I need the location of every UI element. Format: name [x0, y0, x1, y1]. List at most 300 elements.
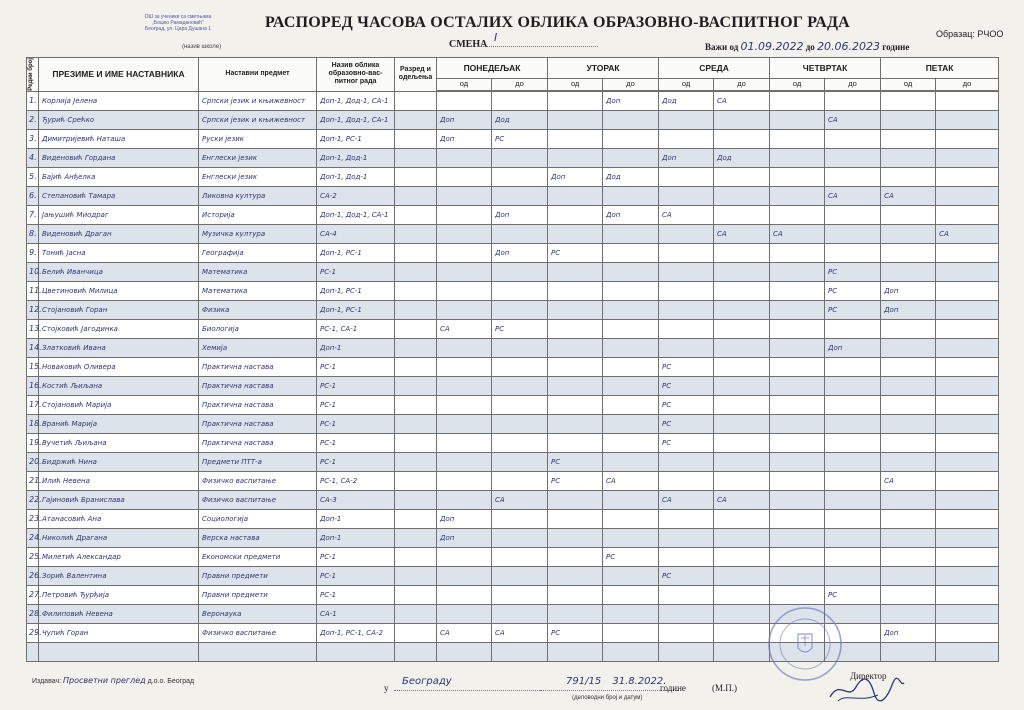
schedule-cell [548, 376, 603, 395]
schedule-cell [936, 110, 999, 129]
col-day-wednesday: СРЕДА [659, 58, 770, 79]
schedule-cell [881, 319, 936, 338]
schedule-cell [603, 452, 659, 471]
schedule-cell [548, 357, 603, 376]
schedule-cell [881, 490, 936, 509]
activity-form: РС-1 [317, 376, 395, 395]
table-row [27, 224, 999, 243]
schedule-cell [881, 433, 936, 452]
schedule-cell [437, 300, 492, 319]
schedule-cell [770, 205, 825, 224]
schedule-cell: СА [603, 471, 659, 490]
grade-cell [395, 243, 437, 262]
schedule-cell [603, 224, 659, 243]
table-row [27, 509, 999, 528]
subject [199, 642, 317, 661]
schedule-cell [437, 452, 492, 471]
schedule-cell [770, 471, 825, 490]
schedule-cell: СА [881, 471, 936, 490]
schedule-cell [437, 148, 492, 167]
schedule-cell [936, 148, 999, 167]
schedule-cell: Дод [603, 167, 659, 186]
row-number: 11. [27, 281, 39, 300]
schedule-cell [437, 281, 492, 300]
schedule-cell [548, 642, 603, 661]
col-to: до [825, 78, 881, 90]
schedule-cell [825, 129, 881, 148]
school-label: (назив школе) [182, 44, 222, 50]
row-number: 8. [27, 224, 39, 243]
schedule-cell [881, 167, 936, 186]
subject: Практична настава [199, 376, 317, 395]
row-number: 3. [27, 129, 39, 148]
schedule-cell [825, 509, 881, 528]
teacher-name: Корлија Јелена [39, 91, 199, 110]
teacher-name: Филиповић Невена [39, 604, 199, 623]
schedule-cell [603, 395, 659, 414]
schedule-cell [825, 528, 881, 547]
schedule-cell [659, 129, 714, 148]
page-title: РАСПОРЕД ЧАСОВА ОСТАЛИХ ОБЛИКА ОБРАЗОВНО-ВАСПИТНОГ РАДА [265, 14, 850, 31]
col-name: ПРЕЗИМЕ И ИМЕ НАСТАВНИКА [39, 58, 199, 92]
teacher-name: Виденовић Гордана [39, 148, 199, 167]
table-row [27, 148, 999, 167]
table-row [27, 129, 999, 148]
schedule-cell: РС [825, 585, 881, 604]
subject: Хемија [199, 338, 317, 357]
schedule-cell [603, 490, 659, 509]
schedule-cell [714, 110, 770, 129]
schedule-cell [881, 262, 936, 281]
teacher-name: Милетић Александар [39, 547, 199, 566]
schedule-cell [770, 452, 825, 471]
schedule-cell [825, 395, 881, 414]
table-row [27, 319, 999, 338]
schedule-cell [548, 528, 603, 547]
schedule-cell [770, 262, 825, 281]
schedule-cell [881, 604, 936, 623]
teacher-name: Атанасовић Ана [39, 509, 199, 528]
schedule-cell [714, 623, 770, 642]
schedule-cell [437, 224, 492, 243]
schedule-cell [437, 91, 492, 110]
schedule-cell [825, 566, 881, 585]
teacher-name: Ђурић Срећко [39, 110, 199, 129]
schedule-cell: РС [659, 566, 714, 585]
grade-cell [395, 376, 437, 395]
table-row [27, 300, 999, 319]
schedule-cell [936, 471, 999, 490]
schedule-cell: Доп [437, 528, 492, 547]
schedule-cell [437, 376, 492, 395]
schedule-cell: Доп [881, 623, 936, 642]
grade-cell [395, 395, 437, 414]
schedule-cell: РС [492, 129, 548, 148]
schedule-cell [603, 414, 659, 433]
publisher-label: Издавач: [32, 678, 62, 685]
schedule-cell [603, 281, 659, 300]
activity-form: РС-1 [317, 547, 395, 566]
schedule-cell: РС [548, 471, 603, 490]
schedule-cell [936, 91, 999, 110]
schedule-cell: СА [825, 186, 881, 205]
subject: Географија [199, 243, 317, 262]
schedule-cell [881, 414, 936, 433]
schedule-cell [437, 243, 492, 262]
schedule-cell [936, 490, 999, 509]
schedule-cell [659, 319, 714, 338]
activity-form: Доп-1, РС-1 [317, 300, 395, 319]
schedule-cell: РС [825, 300, 881, 319]
schedule-cell [437, 642, 492, 661]
schedule-cell: РС [492, 319, 548, 338]
table-row [27, 433, 999, 452]
col-subject: Наставни предмет [199, 58, 317, 92]
schedule-cell [492, 452, 548, 471]
grade-cell [395, 604, 437, 623]
schedule-cell [603, 300, 659, 319]
row-number: 20. [27, 452, 39, 471]
subject: Енглески језик [199, 167, 317, 186]
teacher-name: Бајић Анђелка [39, 167, 199, 186]
schedule-cell [770, 129, 825, 148]
schedule-cell [659, 452, 714, 471]
schedule-cell [437, 395, 492, 414]
form-code: Образац: РЧОО [936, 29, 1004, 39]
schedule-cell [492, 433, 548, 452]
schedule-cell [659, 110, 714, 129]
col-to: до [936, 78, 999, 90]
schedule-cell [825, 167, 881, 186]
grade-cell [395, 300, 437, 319]
schedule-cell [936, 281, 999, 300]
schedule-cell [659, 623, 714, 642]
grade-cell [395, 129, 437, 148]
schedule-cell [770, 509, 825, 528]
subject: Енглески језик [199, 148, 317, 167]
table-row [27, 91, 999, 110]
schedule-cell [492, 642, 548, 661]
schedule-cell [659, 224, 714, 243]
schedule-cell [548, 224, 603, 243]
schedule-cell [437, 471, 492, 490]
schedule-cell [437, 186, 492, 205]
schedule-cell: РС [659, 376, 714, 395]
grade-cell [395, 433, 437, 452]
activity-form: Доп-1, Дод-1 [317, 148, 395, 167]
schedule-cell [825, 471, 881, 490]
row-number: 15. [27, 357, 39, 376]
activity-form: РС-1 [317, 585, 395, 604]
schedule-cell [437, 167, 492, 186]
schedule-cell [659, 281, 714, 300]
activity-form: Доп-1, Дод-1 [317, 167, 395, 186]
teacher-name: Костић Љиљана [39, 376, 199, 395]
row-number: 26. [27, 566, 39, 585]
row-number: 29. [27, 623, 39, 642]
schedule-cell: СА [936, 224, 999, 243]
schedule-cell [825, 243, 881, 262]
schedule-cell [825, 224, 881, 243]
schedule-cell [548, 509, 603, 528]
schedule-cell [603, 604, 659, 623]
activity-form: СА-4 [317, 224, 395, 243]
schedule-cell: РС [825, 281, 881, 300]
schedule-cell [936, 186, 999, 205]
schedule-cell [714, 414, 770, 433]
schedule-cell [548, 186, 603, 205]
schedule-cell [659, 300, 714, 319]
schedule-cell [936, 604, 999, 623]
schedule-cell [437, 414, 492, 433]
schedule-cell: Дод [659, 91, 714, 110]
schedule-cell [548, 433, 603, 452]
schedule-cell [492, 281, 548, 300]
subject: Српски језик и књижевност [199, 110, 317, 129]
publisher [32, 676, 194, 685]
table-row [27, 110, 999, 129]
col-from: од [770, 78, 825, 90]
ref-note: (деловодни број и датум) [572, 695, 643, 701]
table-row [27, 471, 999, 490]
subject: Српски језик и књижевност [199, 91, 317, 110]
schedule-cell [936, 205, 999, 224]
table-row [27, 167, 999, 186]
schedule-cell: РС [659, 395, 714, 414]
row-number: 1. [27, 91, 39, 110]
row-number: 22. [27, 490, 39, 509]
schedule-cell [603, 509, 659, 528]
subject: Практична настава [199, 414, 317, 433]
activity-form: СА-3 [317, 490, 395, 509]
schedule-cell: Доп [548, 167, 603, 186]
schedule-cell [881, 338, 936, 357]
schedule-cell [548, 604, 603, 623]
table-row [27, 585, 999, 604]
activity-form: РС-1 [317, 414, 395, 433]
grade-cell [395, 205, 437, 224]
teacher-name: Јањушић Миодраг [39, 205, 199, 224]
schedule-cell [825, 433, 881, 452]
grade-cell [395, 319, 437, 338]
schedule-cell [659, 186, 714, 205]
schedule-cell: СА [437, 319, 492, 338]
schedule-cell [936, 642, 999, 661]
shift-value: I [478, 31, 598, 47]
schedule-cell [936, 623, 999, 642]
activity-form: Доп-1, РС-1 [317, 129, 395, 148]
schedule-cell [492, 357, 548, 376]
schedule-cell [936, 167, 999, 186]
activity-form: СА-2 [317, 186, 395, 205]
schedule-cell [548, 205, 603, 224]
schedule-cell [714, 547, 770, 566]
schedule-cell [936, 433, 999, 452]
schedule-cell [936, 129, 999, 148]
schedule-cell: Доп [825, 338, 881, 357]
activity-form: РС-1 [317, 566, 395, 585]
grade-cell [395, 110, 437, 129]
schedule-cell [603, 243, 659, 262]
schedule-cell [714, 129, 770, 148]
grade-cell [395, 414, 437, 433]
schedule-cell [659, 167, 714, 186]
ref-number: 791/15 [566, 676, 602, 687]
schedule-cell [714, 262, 770, 281]
schedule-cell [603, 357, 659, 376]
schedule-cell [603, 566, 659, 585]
table-row [27, 262, 999, 281]
schedule-cell [936, 414, 999, 433]
schedule-cell [714, 471, 770, 490]
schedule-cell [603, 585, 659, 604]
schedule-cell [437, 262, 492, 281]
teacher-name: Илић Невена [39, 471, 199, 490]
teacher-name: Цветиновић Милица [39, 281, 199, 300]
row-number: 12. [27, 300, 39, 319]
schedule-cell [825, 452, 881, 471]
school-stamp-line: Београд, ул. Цара Душана 1 [144, 26, 212, 32]
activity-form: РС-1 [317, 357, 395, 376]
publisher-suffix: д.о.о. Београд [147, 678, 195, 685]
subject: Практична настава [199, 433, 317, 452]
schedule-cell [714, 528, 770, 547]
schedule-cell [714, 585, 770, 604]
schedule-cell [492, 528, 548, 547]
grade-cell [395, 186, 437, 205]
schedule-cell [936, 452, 999, 471]
schedule-cell: Дод [492, 110, 548, 129]
schedule-cell [936, 566, 999, 585]
activity-form: РС-1, СА-1 [317, 319, 395, 338]
row-number [27, 642, 39, 661]
schedule-cell: СА [770, 224, 825, 243]
teacher-name: Виденовић Драган [39, 224, 199, 243]
schedule-cell [770, 585, 825, 604]
schedule-cell [714, 300, 770, 319]
subject: Физичко васпитање [199, 623, 317, 642]
director-label: Директор [850, 671, 887, 681]
schedule-cell [548, 338, 603, 357]
subject: Физичко васпитање [199, 490, 317, 509]
table-row [27, 205, 999, 224]
col-from: од [437, 78, 492, 90]
row-number: 27. [27, 585, 39, 604]
subject: Социологија [199, 509, 317, 528]
grade-cell [395, 91, 437, 110]
row-number: 16. [27, 376, 39, 395]
subject: Правни предмети [199, 585, 317, 604]
teacher-name: Стојановић Горан [39, 300, 199, 319]
schedule-cell [881, 205, 936, 224]
valid-suffix: године [882, 42, 910, 52]
activity-form: РС-1, СА-2 [317, 471, 395, 490]
schedule-cell [770, 376, 825, 395]
schedule-cell [936, 243, 999, 262]
schedule-cell [548, 566, 603, 585]
table-row [27, 357, 999, 376]
schedule-cell [714, 509, 770, 528]
schedule-cell [825, 319, 881, 338]
teacher-name: Степановић Тамара [39, 186, 199, 205]
table-row [27, 243, 999, 262]
schedule-cell: СА [881, 186, 936, 205]
schedule-cell [492, 167, 548, 186]
schedule-cell [936, 338, 999, 357]
schedule-cell [714, 319, 770, 338]
schedule-cell [714, 167, 770, 186]
grade-cell [395, 509, 437, 528]
schedule-cell [548, 414, 603, 433]
schedule-cell [770, 547, 825, 566]
schedule-cell [492, 395, 548, 414]
year-label: године [660, 683, 686, 693]
activity-form: Доп-1, Дод-1, СА-1 [317, 110, 395, 129]
col-day-thursday: ЧЕТВРТАК [770, 58, 881, 79]
schedule-cell [437, 338, 492, 357]
col-rb: Редни број [27, 58, 39, 92]
teacher-name: Вучетић Љиљана [39, 433, 199, 452]
schedule-cell [492, 414, 548, 433]
table-row [27, 604, 999, 623]
schedule-cell [714, 205, 770, 224]
schedule-cell [548, 319, 603, 338]
teacher-name: Николић Драгана [39, 528, 199, 547]
schedule-cell [936, 395, 999, 414]
schedule-cell [825, 357, 881, 376]
school-stamp-line: „Бошко Рамадановић“ [152, 20, 204, 26]
schedule-cell [714, 357, 770, 376]
schedule-cell: Доп [881, 281, 936, 300]
schedule-cell [659, 604, 714, 623]
schedule-cell [437, 357, 492, 376]
ref-date: 31.8.2022. [612, 676, 667, 687]
row-number: 13. [27, 319, 39, 338]
schedule-cell [492, 224, 548, 243]
subject: Физичко васпитање [199, 471, 317, 490]
schedule-cell [603, 262, 659, 281]
schedule-cell [603, 338, 659, 357]
valid-from-label: Важи од [705, 42, 739, 52]
row-number: 17. [27, 395, 39, 414]
schedule-cell [714, 243, 770, 262]
col-to: до [603, 78, 659, 90]
teacher-name: Тонић Јасна [39, 243, 199, 262]
schedule-cell [603, 376, 659, 395]
schedule-cell [437, 433, 492, 452]
schedule-cell: РС [659, 357, 714, 376]
schedule-cell [714, 281, 770, 300]
subject: Предмети ПТТ-а [199, 452, 317, 471]
director-signature [826, 675, 906, 705]
valid-to-date: 20.06.2023 [817, 40, 881, 53]
schedule-table [26, 57, 999, 662]
schedule-cell [492, 148, 548, 167]
schedule-cell: СА [659, 205, 714, 224]
teacher-name: Петровић Ђурђија [39, 585, 199, 604]
table-row [27, 395, 999, 414]
schedule-cell [437, 490, 492, 509]
grade-cell [395, 338, 437, 357]
grade-cell [395, 262, 437, 281]
schedule-cell [603, 319, 659, 338]
schedule-cell [881, 395, 936, 414]
schedule-cell [492, 262, 548, 281]
col-day-monday: ПОНЕДЕЉАК [437, 58, 548, 79]
teacher-name: Бидржић Нина [39, 452, 199, 471]
schedule-cell [936, 262, 999, 281]
schedule-cell [770, 167, 825, 186]
